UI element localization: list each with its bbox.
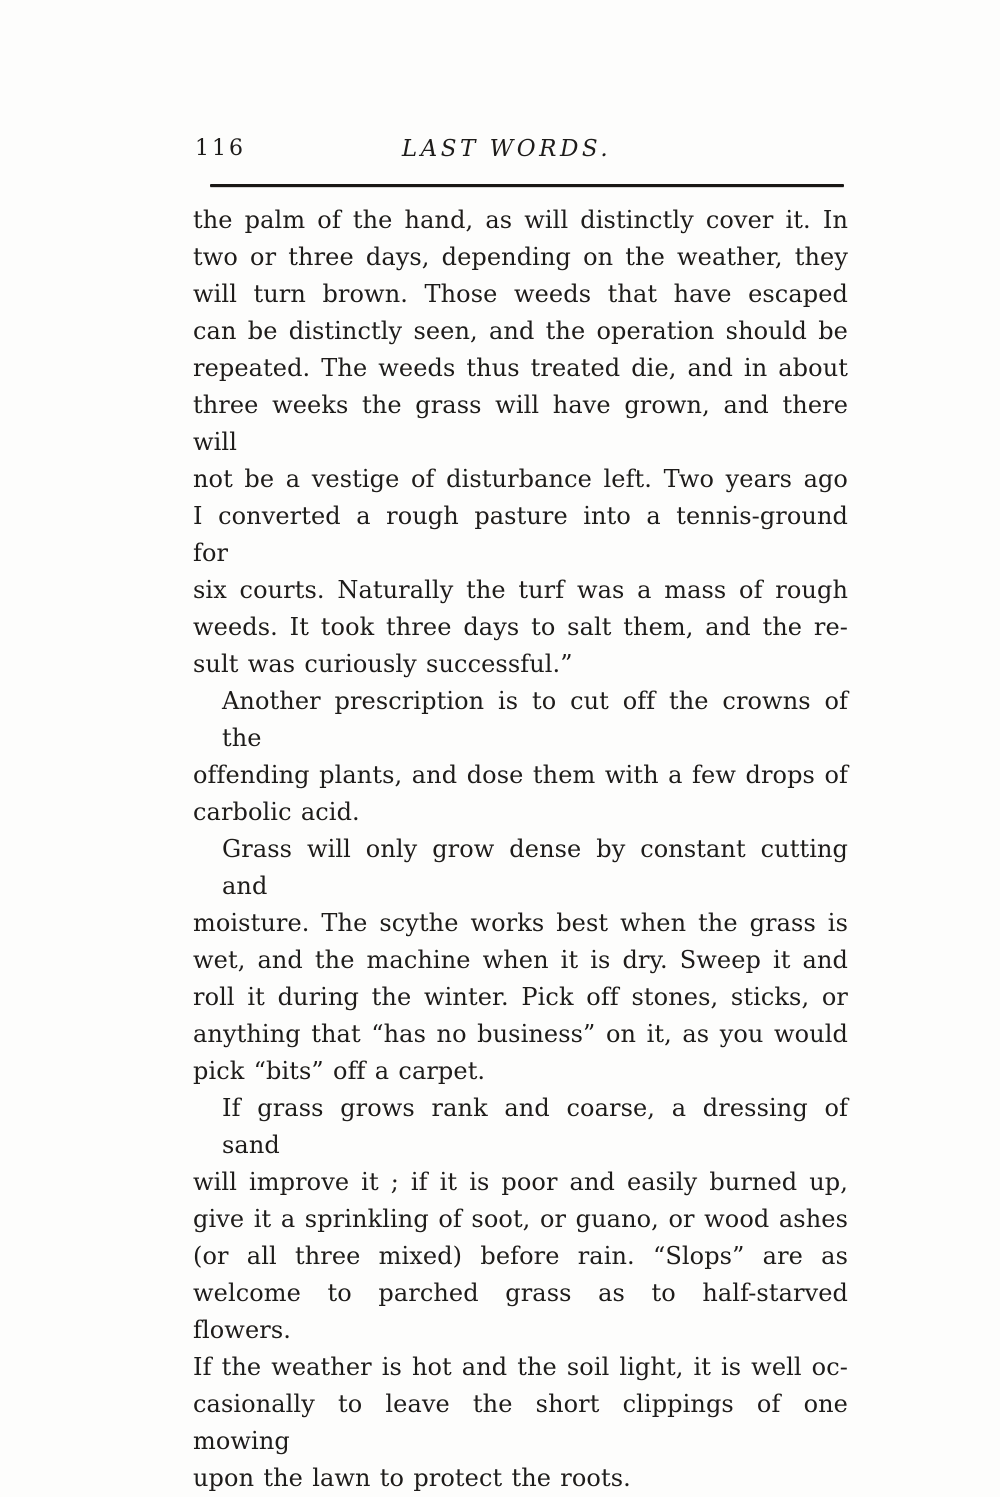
- text-line: roll it during the winter. Pick off stones, sticks, or: [193, 982, 848, 1011]
- header-rule: [210, 184, 844, 187]
- text-line: can be distinctly seen, and the operation should be: [193, 316, 848, 345]
- text-line: two or three days, depending on the weather, they: [193, 242, 848, 271]
- text-line: casionally to leave the short clippings of one mowing: [193, 1389, 848, 1455]
- text-line: give it a sprinkling of soot, or guano, or wood ashes: [193, 1204, 848, 1233]
- text-line: (or all three mixed) before rain. “Slops” are as: [193, 1241, 848, 1270]
- text-line: pick “bits” off a carpet.: [193, 1056, 486, 1085]
- text-line: welcome to parched grass as to half-starved flowers.: [193, 1278, 848, 1344]
- text-line: wet, and the machine when it is dry. Sweep it and: [193, 945, 848, 974]
- page-number: 116: [195, 136, 246, 161]
- paragraph: [193, 1090, 848, 1497]
- text-line: I converted a rough pasture into a tennis-ground for: [193, 501, 848, 567]
- text-line: sult was curiously successful.”: [193, 649, 573, 678]
- text-line: moisture. The scythe works best when the grass is: [193, 908, 848, 937]
- text-line: the palm of the hand, as will distinctly cover it. In: [193, 205, 848, 234]
- paragraph: [193, 202, 848, 683]
- text-line: Grass will only grow dense by constant cutting and: [222, 834, 848, 900]
- text-line: will improve it ; if it is poor and easily burned up,: [193, 1167, 848, 1196]
- text-line: carbolic acid.: [193, 797, 360, 826]
- text-line: offending plants, and dose them with a few drops of: [193, 760, 848, 789]
- text-line: not be a vestige of disturbance left. Two years ago: [193, 464, 848, 493]
- text-line: anything that “has no business” on it, as you would: [193, 1019, 848, 1048]
- text-line: weeds. It took three days to salt them, and the re-: [193, 612, 848, 641]
- text-line: three weeks the grass will have grown, and there will: [193, 390, 848, 456]
- text-line: If the weather is hot and the soil light, it is well oc-: [193, 1352, 848, 1381]
- running-head-title: LAST WORDS.: [401, 136, 612, 162]
- text-line: six courts. Naturally the turf was a mass of rough: [193, 575, 848, 604]
- paragraph: [193, 831, 848, 1090]
- text-block: [193, 136, 848, 1497]
- text-line: will turn brown. Those weeds that have escaped: [193, 279, 848, 308]
- text-line: Another prescription is to cut off the crowns of the: [222, 686, 848, 752]
- text-line: If grass grows rank and coarse, a dressing of sand: [222, 1093, 848, 1159]
- text-line: repeated. The weeds thus treated die, and in about: [193, 353, 848, 382]
- running-header: [193, 136, 848, 164]
- text-line: upon the lawn to protect the roots.: [193, 1463, 631, 1492]
- body-text: [193, 202, 848, 1497]
- paragraph: [193, 683, 848, 831]
